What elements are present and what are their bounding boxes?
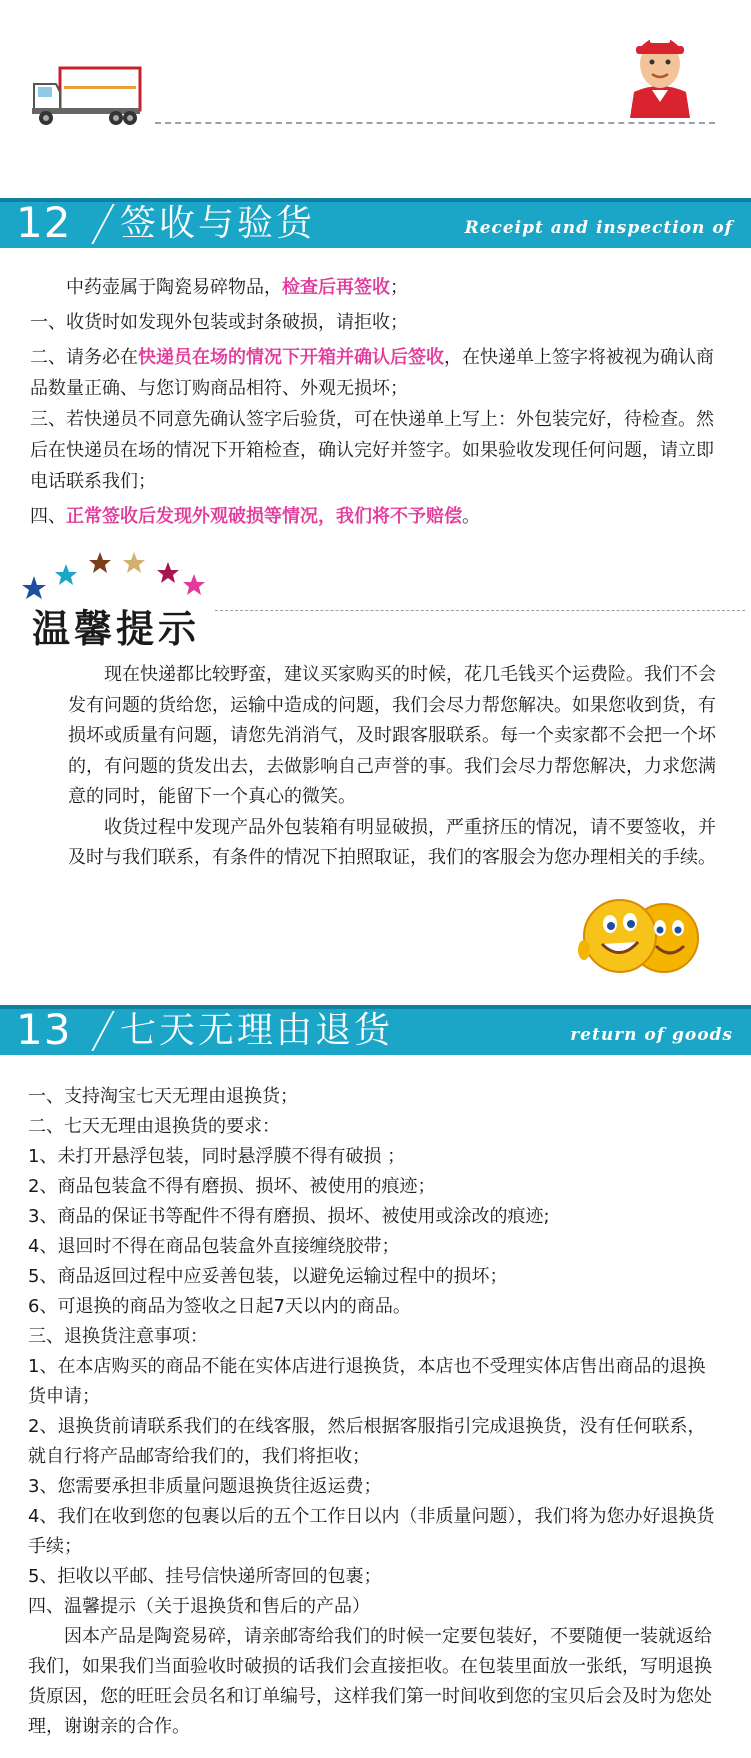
section-subtitle: return of goods — [570, 1025, 733, 1045]
tip-divider — [215, 610, 745, 611]
tip-title: 温馨提示 — [32, 606, 201, 651]
list-item: 2、商品包装盒不得有磨损、损坏、被使用的痕迹； — [28, 1176, 436, 1197]
smiley-faces-icon — [576, 890, 706, 980]
list-item: 二、七天无理由退换货的要求： — [28, 1116, 280, 1137]
list-item: 6、可退换的商品为签收之日起7天以内的商品。 — [28, 1296, 411, 1317]
section-number: 13 — [16, 1005, 72, 1054]
list-item: 4、我们在收到您的包裹以后的五个工作日以内（非质量问题），我们将为您办好退换货手续； — [28, 1506, 715, 1557]
section-title: 七天无理由退货 — [120, 1010, 394, 1051]
list-item: 5、商品返回过程中应妥善包装，以避免运输过程中的损坏； — [28, 1266, 508, 1287]
banner-stripe — [0, 198, 751, 202]
section-13-banner — [0, 1005, 751, 1055]
final-paragraph: 因本产品是陶瓷易碎，请亲邮寄给我们的时候一定要包装好，不要随便一装就返给我们，如果我们当面验收时破损的话我们会直接拒收。在包装里面放一张纸，写明退换货原因，您的旺旺会员名和订单编号，这样我们第一时间收到您的宝贝后会及时为您处理，谢谢亲的合作。 — [28, 1626, 712, 1737]
list-item: 1、未打开悬浮包装，同时悬浮膜不得有破损 ； — [28, 1146, 406, 1167]
section-subtitle: Receipt and inspection of — [464, 218, 733, 238]
courier-avatar-icon — [622, 22, 698, 118]
section-title: 签收与验货 — [120, 203, 316, 244]
tip-paragraph: 收货过程中发现产品外包装箱有明显破损，严重挤压的情况，请不要签收，并及时与我们联系，有条件的情况下拍照取证，我们的客服会为您办理相关的手续。 — [68, 816, 716, 868]
delivery-truck-icon — [30, 62, 142, 128]
line-4: 四、正常签收后发现外观破损等情况，我们将不予赔偿。 — [30, 506, 480, 527]
tip-paragraph: 现在快递都比较野蛮，建议买家购买的时候，花几毛钱买个运费险。我们不会发有问题的货给您，运输中造成的问题，我们会尽力帮您解决。如果您收到货，有损坏或质量有问题，请您先消消气，及时跟客服联系。每一个卖家都不会把一个坏的，有问题的货发出去，去做影响自己声誉的事。我们会尽力帮您解决，力求您满意的同时，能留下一个真心的微笑。 — [68, 664, 716, 807]
section-12-banner — [0, 198, 751, 248]
banner-slash — [91, 1011, 114, 1051]
banner-slash — [91, 204, 114, 244]
tip-body — [68, 660, 720, 874]
list-item: 四、温馨提示（关于退换货和售后的产品） — [28, 1596, 370, 1617]
section-13-body — [28, 1082, 722, 1742]
line-2: 二、请务必在快递员在场的情况下开箱并确认后签收，在快递单上签字将被视为确认商品数量正确、与您订购商品相符、外观无损坏； — [30, 347, 714, 399]
list-item: 3、您需要承担非质量问题退换货往返运费； — [28, 1476, 382, 1497]
list-item: 三、退换货注意事项： — [28, 1326, 208, 1347]
list-item: 3、商品的保证书等配件不得有磨损、损坏、被使用或涂改的痕迹; — [28, 1206, 550, 1227]
top-divider — [155, 122, 715, 124]
list-item: 5、拒收以平邮、挂号信快递所寄回的包裹； — [28, 1566, 382, 1587]
list-item: 2、退换货前请联系我们的在线客服，然后根据客服指引完成退换货，没有任何联系，就自行将产品邮寄给我们的，我们将拒收； — [28, 1416, 706, 1467]
list-item: 一、支持淘宝七天无理由退换货； — [28, 1086, 298, 1107]
section-number: 12 — [16, 198, 72, 247]
line-0: 中药壶属于陶瓷易碎物品，检查后再签收； — [66, 277, 408, 298]
section-12-body — [30, 272, 722, 532]
list-item: 4、退回时不得在商品包装盒外直接缠绕胶带； — [28, 1236, 400, 1257]
list-item: 1、在本店购买的商品不能在实体店进行退换货，本店也不受理实体店售出商品的退换货申请； — [28, 1356, 706, 1407]
line-1: 一、收货时如发现外包装或封条破损，请拒收； — [30, 312, 408, 333]
line-3: 三、若快递员不同意先确认签字后验货，可在快递单上写上：外包装完好，待检查。然后在快递员在场的情况下开箱检查，确认完好并签字。如果验收发现任何问题，请立即电话联系我们； — [30, 409, 714, 492]
